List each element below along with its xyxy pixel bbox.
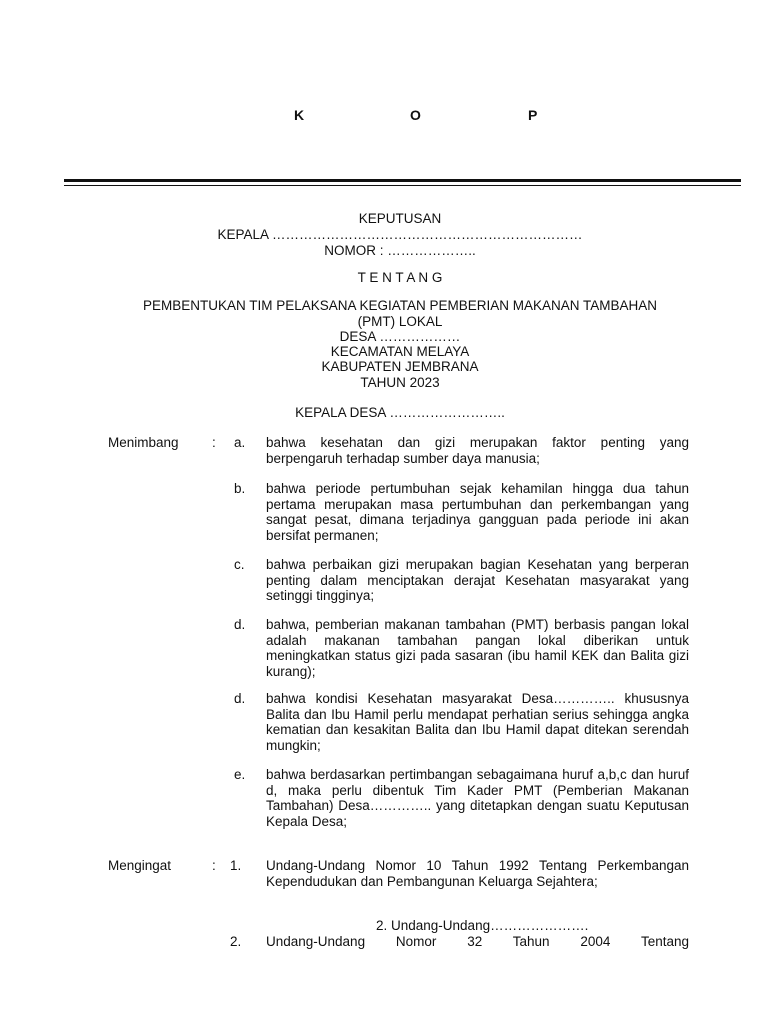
kop-header <box>0 107 768 127</box>
kop-letter-o: O <box>410 107 421 123</box>
mengingat-item: 2. Undang-Undang…………………. <box>376 918 589 933</box>
menimbang-marker: d. <box>234 691 246 706</box>
menimbang-item: bahwa kesehatan dan gizi merupakan faktor penting yang berpengaruh terhadap sumber daya manusia; <box>266 435 689 466</box>
menimbang-marker: a. <box>234 435 246 450</box>
subject-line-1: PEMBENTUKAN TIM PELAKSANA KEGIATAN PEMBERIAN MAKANAN TAMBAHAN <box>142 298 658 313</box>
menimbang-marker: e. <box>234 767 246 782</box>
letterhead-rule-thick <box>64 179 741 182</box>
menimbang-colon: : <box>212 435 216 450</box>
menimbang-marker: c. <box>234 557 245 572</box>
mengingat-marker: 1. <box>230 858 242 873</box>
mengingat-item: Undang-Undang Nomor 10 Tahun 1992 Tentang Perkembangan Kependudukan dan Pembangunan Keluarga Sejahtera; <box>266 858 689 889</box>
menimbang-label: Menimbang <box>108 435 179 450</box>
kecamatan-line: KECAMATAN MELAYA <box>330 344 470 359</box>
letterhead-rule-thin <box>64 185 741 186</box>
menimbang-item: bahwa perbaikan gizi merupakan bagian Kesehatan yang berperan penting dalam menciptakan derajat Kesehatan masyarakat yang setinggi tingginya; <box>266 557 689 603</box>
menimbang-item: bahwa, pemberian makanan tambahan (PMT) berbasis pangan lokal adalah makanan tambahan pangan lokal diberikan untuk meningkatkan status gizi pada sasaran (ibu hamil KEK dan Balita gizi kurang); <box>266 617 689 679</box>
subject-line-2: (PMT) LOKAL <box>357 314 443 329</box>
mengingat-colon: : <box>212 858 216 873</box>
menimbang-marker: d. <box>234 617 246 632</box>
menimbang-item: bahwa berdasarkan pertimbangan sebagaimana huruf a,b,c dan huruf d, maka perlu dibentuk Tim Kader PMT (Pemberian Makanan Tambahan) Desa………….. yang ditetapkan dengan suatu Keputusan Kepala Desa; <box>266 767 689 829</box>
decision-title: KEPUTUSAN <box>358 211 442 226</box>
mengingat-item: Undang-Undang Nomor 32 Tahun 2004 Tentang <box>266 934 689 949</box>
mengingat-marker: 2. <box>230 934 242 949</box>
kepala-line: KEPALA …………………………………………………………… <box>217 227 583 242</box>
menimbang-item: bahwa periode pertumbuhan sejak kehamilan hingga dua tahun pertama merupakan masa pertumbuhan dan perkembangan yang sangat pesat, dimana terjadinya gangguan pada periode ini akan bersifat permanen; <box>266 481 689 543</box>
nomor-line: NOMOR : ……………….. <box>324 243 476 258</box>
menimbang-item: bahwa kondisi Kesehatan masyarakat Desa………….. khususnya Balita dan Ibu Hamil perlu mendapat perhatian serius sehingga angka kematian dan kesakitan Balita dan Ibu Hamil dapat ditekan serendah mungkin; <box>266 691 689 753</box>
mengingat-label: Mengingat <box>108 858 172 873</box>
kop-letter-p: P <box>528 107 538 123</box>
tahun-line: TAHUN 2023 <box>360 375 440 390</box>
menimbang-marker: b. <box>234 481 246 496</box>
tentang-heading: T E N T A N G <box>357 270 443 285</box>
kabupaten-line: KABUPATEN JEMBRANA <box>321 359 479 374</box>
kop-letter-k: K <box>294 107 305 123</box>
kepala-desa-line: KEPALA DESA …………………….. <box>295 405 505 420</box>
desa-line: DESA ……………… <box>339 329 461 344</box>
